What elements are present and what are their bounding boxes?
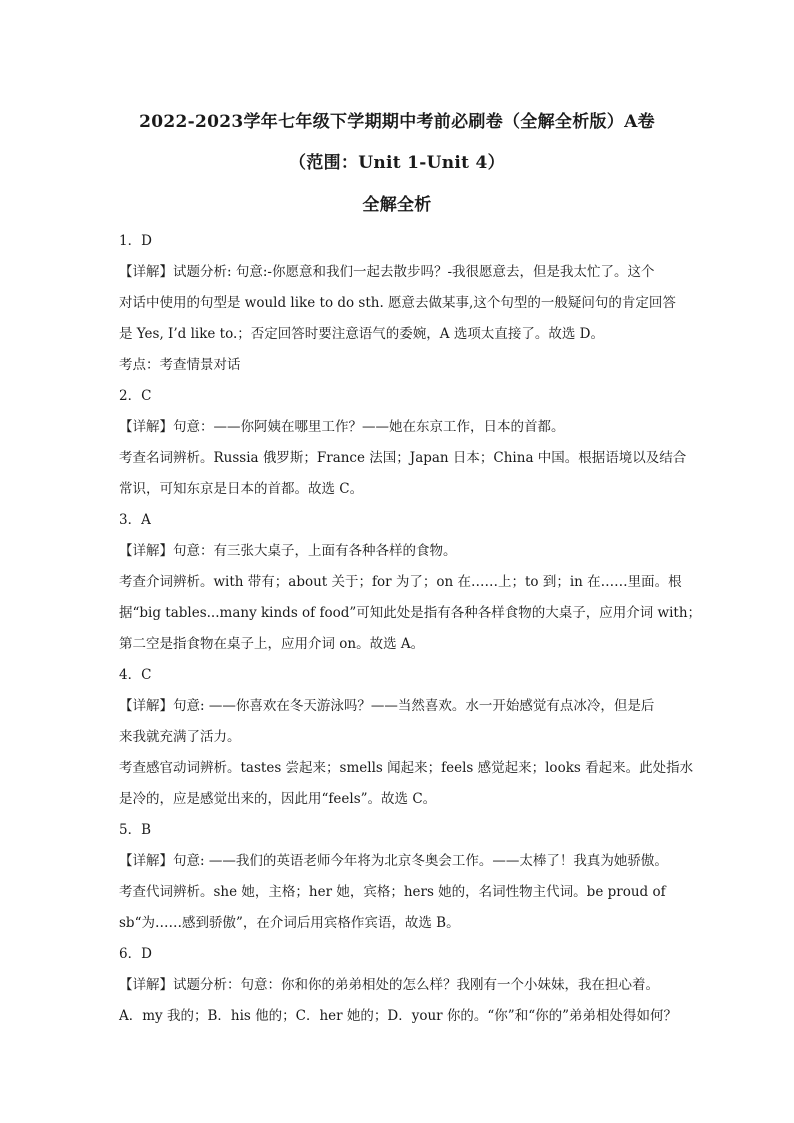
text-line: 考点：考查情景对话 — [119, 357, 241, 373]
text-line: 常识，可知东京是日本的首都。故选 C。 — [119, 481, 364, 497]
text-line: sb“为……感到骄傲”，在介词后用宾格作宾语，故选 B。 — [119, 915, 460, 931]
text-line: 【详解】句意: ——你喜欢在冬天游泳吗？——当然喜欢。水一开始感觉有点冰冷，但是后 — [119, 698, 655, 714]
text-line: 2．C — [119, 388, 152, 404]
document-title: 2022-2023学年七年级下学期期中考前必刷卷（全解全析版）A卷 — [139, 112, 655, 132]
text-line: 【详解】试题分析: 句意:-你愿意和我们一起去散步吗？-我很愿意去，但是我太忙了。这个 — [119, 264, 655, 280]
text-line: 考查代词辨析。she 她，主格；her 她，宾格；hers 她的，名词性物主代词。be proud of — [119, 884, 666, 900]
text-line: 【详解】试题分析：句意：你和你的弟弟相处的怎么样？我刚有一个小妹妹，我在担心着。 — [119, 977, 659, 993]
text-line: 【详解】句意：——你阿姨在哪里工作？——她在东京工作，日本的首都。 — [119, 419, 565, 435]
text-line: 考查感官动词辨析。tastes 尝起来；smells 闻起来；feels 感觉起来；looks 看起来。此处指水 — [119, 760, 694, 776]
text-line: 6．D — [119, 946, 152, 962]
text-line: 是 Yes, I’d like to.；否定回答时要注意语气的委婉，A 选项太直接了。故选 D。 — [119, 326, 604, 342]
text-line: 第二空是指食物在桌子上，应用介词 on。故选 A。 — [119, 636, 425, 652]
text-line: 考查介词辨析。with 带有；about 关于；for 为了；on 在……上；to 到；in 在……里面。根 — [119, 574, 682, 590]
text-line: 1．D — [119, 233, 152, 249]
text-line: 【详解】句意: ——我们的英语老师今年将为北京冬奥会工作。——太棒了！我真为她骄傲。 — [119, 853, 668, 869]
text-line: 考查名词辨析。Russia 俄罗斯；France 法国；Japan 日本；China 中国。根据语境以及结合 — [119, 450, 687, 466]
text-line: 3．A — [119, 512, 151, 528]
text-line: 4．C — [119, 667, 152, 683]
text-line: 据“big tables...many kinds of food”可知此处是指有各种各样食物的大桌子，应用介词 with； — [119, 605, 702, 621]
text-line: A．my 我的；B．his 他的；C．her 她的；D．your 你的。“你”和“你的”弟弟相处得如何？ — [119, 1008, 678, 1024]
text-line: 是冷的，应是感觉出来的，因此用“feels”。故选 C。 — [119, 791, 437, 807]
document-subtitle: 全解全析 — [362, 195, 432, 215]
text-line: 对话中使用的句型是 would like to do sth. 愿意去做某事,这个句型的一般疑问句的肯定回答 — [119, 295, 676, 311]
document-range: （范围：Unit 1-Unit 4） — [289, 153, 505, 173]
text-line: 5．B — [119, 822, 152, 838]
text-line: 【详解】句意：有三张大桌子，上面有各种各样的食物。 — [119, 543, 457, 559]
text-line: 来我就充满了活力。 — [119, 729, 241, 745]
